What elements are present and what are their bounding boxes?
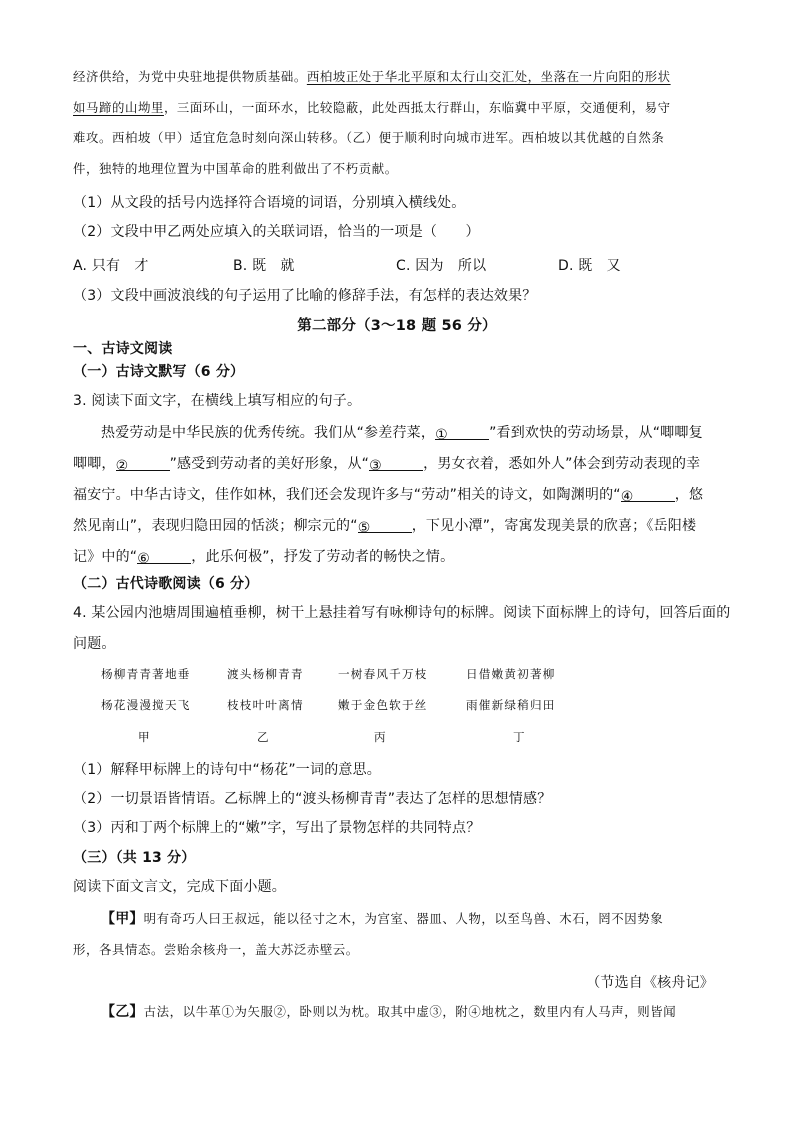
blank-2[interactable] (115, 456, 170, 474)
plaque-jia-line1: 杨柳青青著地垂 (101, 667, 191, 681)
yi-line-1 (101, 1002, 676, 1022)
plaque-bing-label: 丙 (374, 730, 387, 744)
passage-text: 经济供给，为党中央驻地提供物质基础。 (73, 69, 307, 84)
blank-number: ② (115, 458, 129, 474)
q2-sub1: （1）从文段的括号内选择符合语境的词语，分别填入横线处。 (73, 195, 466, 211)
yi-tag: 【乙】 (101, 1004, 144, 1020)
plaque-yi-line2: 枝枝叶叶离情 (227, 698, 304, 712)
underlined-text: 如马蹄的山坳里 (73, 100, 164, 115)
plaque-jia-label: 甲 (138, 730, 151, 744)
q3-text: ，男女衣着，悉如外人”体会到劳动表现的幸 (423, 456, 701, 472)
jia-source: （节选自《核舟记》 (586, 975, 714, 991)
plaque-jia-line2: 杨花漫漫搅天飞 (101, 698, 191, 712)
jia-line-2: 形，各具情态。尝贻余核舟一，盖大苏泛赤壁云。 (73, 942, 359, 957)
blank-number: ③ (369, 458, 382, 474)
q3-line-3 (73, 485, 703, 505)
q3-line-2 (73, 454, 700, 474)
blank-1[interactable] (435, 425, 489, 443)
q5-stem: 阅读下面文言文，完成下面小题。 (73, 879, 286, 895)
jia-line-1 (101, 909, 663, 929)
q2-option-c: C. 因为 所以 (396, 258, 487, 274)
blank-3[interactable] (369, 456, 423, 474)
blank-4[interactable] (620, 487, 675, 505)
underlined-text: 西柏坡正处于华北平原和太行山交汇处，坐落在一片向阳的形状 (306, 69, 671, 84)
yi-text: 古法，以牛革①为矢服②，卧则以为枕。取其中虚③，附④地枕之，数里内有人马声，则皆闻 (143, 1004, 677, 1019)
q4-sub2: （2）一切景语皆情语。乙标牌上的“渡头杨柳青青”表达了怎样的思想情感？ (73, 791, 552, 807)
q2-option-b: B. 既 就 (233, 258, 295, 274)
plaque-ding-line2: 雨催新绿稍归田 (466, 698, 556, 712)
jia-tag: 【甲】 (101, 911, 144, 927)
plaque-yi-label: 乙 (257, 730, 270, 744)
q4-sub3: （3）丙和丁两个标牌上的“嫩”字，写出了景物怎样的共同特点？ (73, 820, 481, 836)
plaque-bing-line1: 一树春风千万枝 (338, 667, 428, 681)
q3-text: 热爱劳动是中华民族的优秀传统。我们从“参差荇菜， (101, 425, 436, 441)
passage-line-3: 难攻。西柏坡（甲）适宜危急时刻向深山转移。（乙）便于顺利时向城市进军。西柏坡以其优越的自然条 (73, 130, 665, 145)
plaque-yi-line1: 渡头杨柳青青 (227, 667, 304, 681)
q3-text: ，下见小潭”，寄寓发现美景的欣喜；《岳阳楼 (411, 518, 697, 534)
passage-line-4: 件，独特的地理位置为中国革命的胜利做出了不朽贡献。 (73, 161, 398, 176)
blank-number: ① (435, 427, 448, 443)
blank-6[interactable] (137, 549, 191, 567)
q3-line-4 (73, 516, 696, 536)
q3-text: 然见南山”，表现归隐田园的恬淡；柳宗元的“ (73, 518, 358, 534)
q3-line-1 (101, 423, 703, 443)
q2-sub3: （3）文段中画波浪线的句子运用了比喻的修辞手法，有怎样的表达效果？ (73, 288, 537, 304)
q3-text: ，此乐何极”，抒发了劳动者的畅快之情。 (191, 549, 455, 565)
plaque-bing-line2: 嫩于金色软于丝 (338, 698, 428, 712)
q3-stem: 3. 阅读下面文字，在横线上填写相应的句子。 (73, 393, 362, 409)
q4-stem-2: 问题。 (73, 636, 116, 652)
plaque-ding-label: 丁 (513, 730, 526, 744)
passage-line-1 (73, 67, 671, 87)
q3-text: ”感受到劳动者的美好形象，从“ (169, 456, 370, 472)
passage-text: ，三面环山，一面环水，比较隐蔽，此处西抵太行群山，东临冀中平原，交通便利，易守 (163, 100, 671, 115)
q2-sub2: （2）文段中甲乙两处应填入的关联词语，恰当的一项是（ ） (73, 224, 480, 240)
q4-sub1: （1）解释甲标牌上的诗句中“杨花”一词的意思。 (73, 762, 382, 778)
subsection-b-title: （二）古代诗歌阅读（6 分） (73, 576, 259, 592)
q3-text: ，悠 (674, 487, 704, 503)
part2-title: 第二部分（3～18 题 56 分） (297, 318, 497, 334)
q3-text: 唧唧， (73, 456, 116, 472)
subsection-a-title: （一）古诗文默写（6 分） (73, 364, 245, 380)
plaque-ding-line1: 日借嫩黄初著柳 (466, 667, 556, 681)
q2-option-a: A. 只有 才 (73, 258, 149, 274)
section1-title: 一、古诗文阅读 (73, 341, 173, 357)
q3-line-5 (73, 547, 454, 567)
q3-text: ”看到欢快的劳动场景，从“唧唧复 (489, 425, 703, 441)
blank-number: ⑤ (357, 520, 371, 536)
q4-stem-1: 4. 某公园内池塘周围遍植垂柳，树干上悬挂着写有咏柳诗句的标牌。阅读下面标牌上的诗句，回答后面的 (73, 605, 731, 621)
blank-5[interactable] (357, 518, 412, 536)
subsection-c-title: （三）（共 13 分） (73, 850, 196, 866)
q2-option-d: D. 既 又 (558, 258, 621, 274)
blank-number: ④ (620, 489, 634, 505)
jia-text: 明有奇巧人曰王叔远，能以径寸之木，为宫室、器皿、人物，以至鸟兽、木石，罔不因势象 (143, 911, 664, 926)
blank-number: ⑥ (137, 551, 151, 567)
q3-text: 福安宁。中华古诗文，佳作如林，我们还会发现许多与“劳动”相关的诗文，如陶渊明的“ (73, 487, 621, 503)
passage-line-2 (73, 98, 671, 118)
q3-text: 记》中的“ (73, 549, 138, 565)
